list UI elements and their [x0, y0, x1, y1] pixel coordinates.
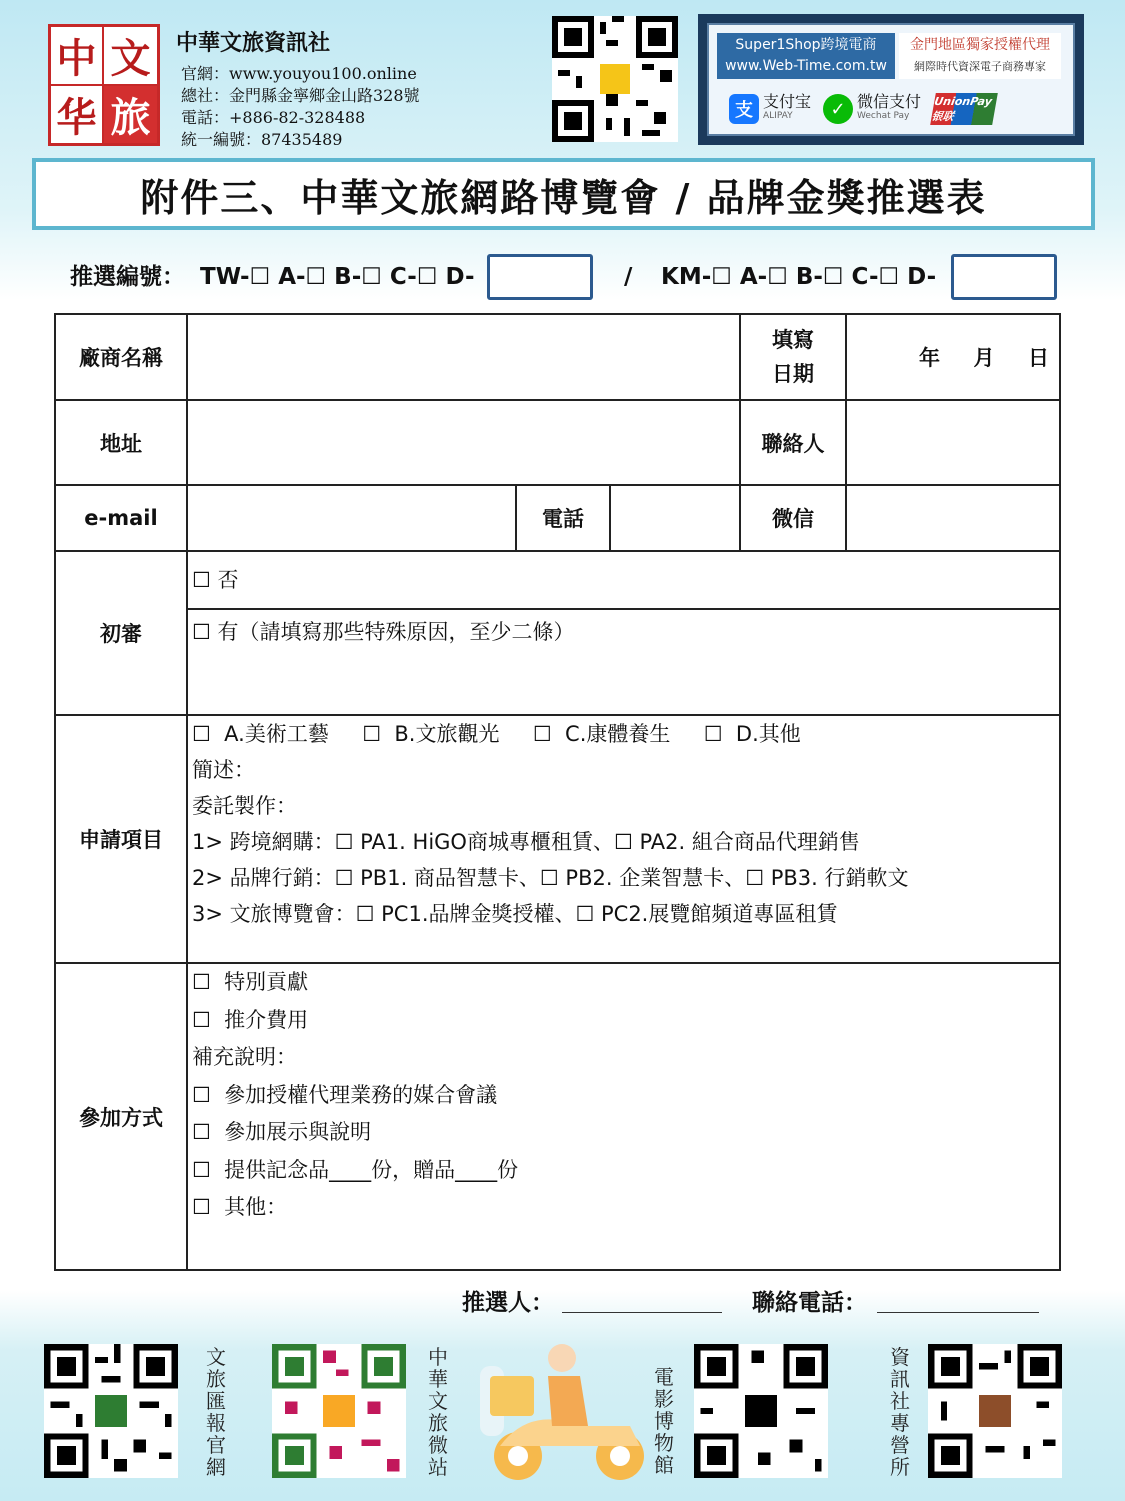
payment-methods: [729, 89, 1057, 129]
alipay-label: 支付宝: [763, 92, 812, 111]
join-option-contribution[interactable]: ☐ 特別貢獻: [192, 970, 309, 994]
logo-char: 华: [51, 86, 104, 143]
alipay-icon: 支: [729, 94, 759, 124]
qr-code-icon[interactable]: [552, 16, 678, 142]
nomination-form: [54, 313, 1061, 1271]
shop-name-block: [717, 33, 895, 79]
alipay-logo: [729, 94, 811, 124]
qr-code-icon[interactable]: [44, 1344, 178, 1478]
join-method-label: 參加方式: [55, 963, 187, 1270]
org-tax-id: 統一編號：87435489: [181, 130, 343, 149]
serial-tw-input[interactable]: [487, 254, 593, 300]
join-option-exhibition[interactable]: ☐ 參加展示與說明: [192, 1120, 372, 1144]
serial-separator: /: [624, 264, 633, 290]
shop-agent-sub: 網際時代資深電子商務專家: [914, 60, 1046, 73]
wechat-pay-sub: Wechat Pay: [857, 111, 910, 121]
date-day-unit: 日: [1028, 346, 1050, 370]
join-supplement-label: 補充說明：: [192, 1045, 297, 1069]
date-year-unit: 年: [919, 346, 941, 370]
wechat-field[interactable]: [846, 485, 1060, 551]
apply-items-cell: [187, 715, 1060, 963]
alipay-sub: ALIPAY: [763, 111, 793, 121]
nominator-label: 推選人：: [462, 1290, 554, 1316]
company-name-field[interactable]: [187, 314, 740, 400]
review-yes-option[interactable]: ☐ 有（請填寫那些特殊原因，至少二條）: [187, 609, 1060, 715]
org-phone: 電話：+886-82-328488: [181, 108, 366, 127]
join-option-souvenir[interactable]: ☐ 提供記念品____份，贈品____份: [192, 1157, 519, 1182]
shop-banner[interactable]: [698, 14, 1084, 145]
fill-date-label: [740, 314, 846, 400]
logo-char: 文: [104, 27, 157, 86]
apply-items-label: 申請項目: [55, 715, 187, 963]
qr-code-icon[interactable]: [694, 1344, 828, 1478]
contact-label: 聯絡人: [740, 400, 846, 485]
review-no-option[interactable]: ☐ 否: [187, 551, 1060, 609]
address-field[interactable]: [187, 400, 740, 485]
org-info: [176, 26, 546, 151]
address-label: 地址: [55, 400, 187, 485]
contact-field[interactable]: [846, 400, 1060, 485]
apply-brand-marketing-options[interactable]: 2> 品牌行銷：☐ PB1. 商品智慧卡、☐ PB2. 企業智慧卡、☐ PB3. 行銷軟文: [192, 866, 909, 890]
shop-name: Super1Shop跨境電商: [735, 37, 877, 53]
apply-summary-label: 簡述：: [192, 758, 255, 782]
email-label: e-mail: [55, 485, 187, 551]
footer-label: 中華文旅微站: [428, 1345, 448, 1479]
org-name: 中華文旅資訊社: [176, 30, 331, 56]
logo-char: 中: [51, 27, 104, 86]
apply-cross-border-options[interactable]: 1> 跨境網購：☐ PA1. HiGO商城專櫃租賃、☐ PA2. 組合商品代理銷售: [192, 830, 860, 854]
contact-phone-field[interactable]: [877, 1312, 1039, 1313]
qr-code-icon[interactable]: [928, 1344, 1062, 1478]
fill-date-label-line: 日期: [772, 362, 815, 386]
footer-label: 資訊社專營所: [890, 1345, 910, 1479]
shop-agent-block: [899, 33, 1061, 79]
wechat-pay-icon: ✓: [823, 94, 853, 124]
fill-date-field[interactable]: [846, 314, 1060, 400]
logo: [48, 24, 160, 146]
serial-km-input[interactable]: [951, 254, 1057, 300]
wechat-pay-logo: [823, 94, 921, 124]
unionpay-logo: UnionPay 银联: [930, 93, 998, 125]
shop-agent: 金門地區獨家授權代理: [910, 37, 1050, 53]
phone-field[interactable]: [610, 485, 740, 551]
date-month-unit: 月: [973, 346, 995, 370]
wechat-label: 微信: [740, 485, 846, 551]
footer-label: 文旅匯報官網: [206, 1345, 226, 1479]
serial-km-code: KM-☐ A-☐ B-☐ C-☐ D-: [661, 264, 937, 290]
footer-label: 電影博物館: [654, 1365, 674, 1477]
qr-code-icon[interactable]: [272, 1344, 406, 1478]
company-name-label: 廠商名稱: [55, 314, 187, 400]
logo-char: 旅: [104, 86, 157, 143]
join-method-cell: [187, 963, 1060, 1270]
org-address: 總社：金門縣金寧鄉金山路328號: [181, 86, 420, 105]
delivery-scooter-icon: [470, 1336, 660, 1486]
join-option-other[interactable]: ☐ 其他：: [192, 1195, 288, 1219]
email-field[interactable]: [187, 485, 516, 551]
apply-expo-options[interactable]: 3> 文旅博覽會：☐ PC1.品牌金獎授權、☐ PC2.展覽館頻道專區租賃: [192, 902, 838, 926]
page-title: 附件三、中華文旅網路博覽會 / 品牌金獎推選表: [32, 158, 1095, 230]
org-website[interactable]: 官網：www.youyou100.online: [181, 64, 417, 83]
serial-tw-code: TW-☐ A-☐ B-☐ C-☐ D-: [200, 264, 475, 290]
apply-category-options[interactable]: ☐ A.美術工藝 ☐ B.文旅觀光 ☐ C.康體養生 ☐ D.其他: [192, 722, 801, 746]
nominator-field[interactable]: [562, 1312, 722, 1313]
wechat-pay-label: 微信支付: [857, 92, 922, 111]
phone-label: 電話: [516, 485, 610, 551]
fill-date-label-line: 填寫: [772, 328, 815, 352]
join-option-referral-fee[interactable]: ☐ 推介費用: [192, 1007, 309, 1032]
shop-url[interactable]: www.Web-Time.com.tw: [725, 58, 887, 74]
apply-commission-label: 委託製作：: [192, 794, 297, 818]
contact-phone-label: 聯絡電話：: [752, 1290, 867, 1316]
serial-label: 推選編號：: [70, 264, 185, 290]
join-option-matching-meeting[interactable]: ☐ 參加授權代理業務的媒合會議: [192, 1082, 498, 1107]
review-label: 初審: [55, 551, 187, 715]
